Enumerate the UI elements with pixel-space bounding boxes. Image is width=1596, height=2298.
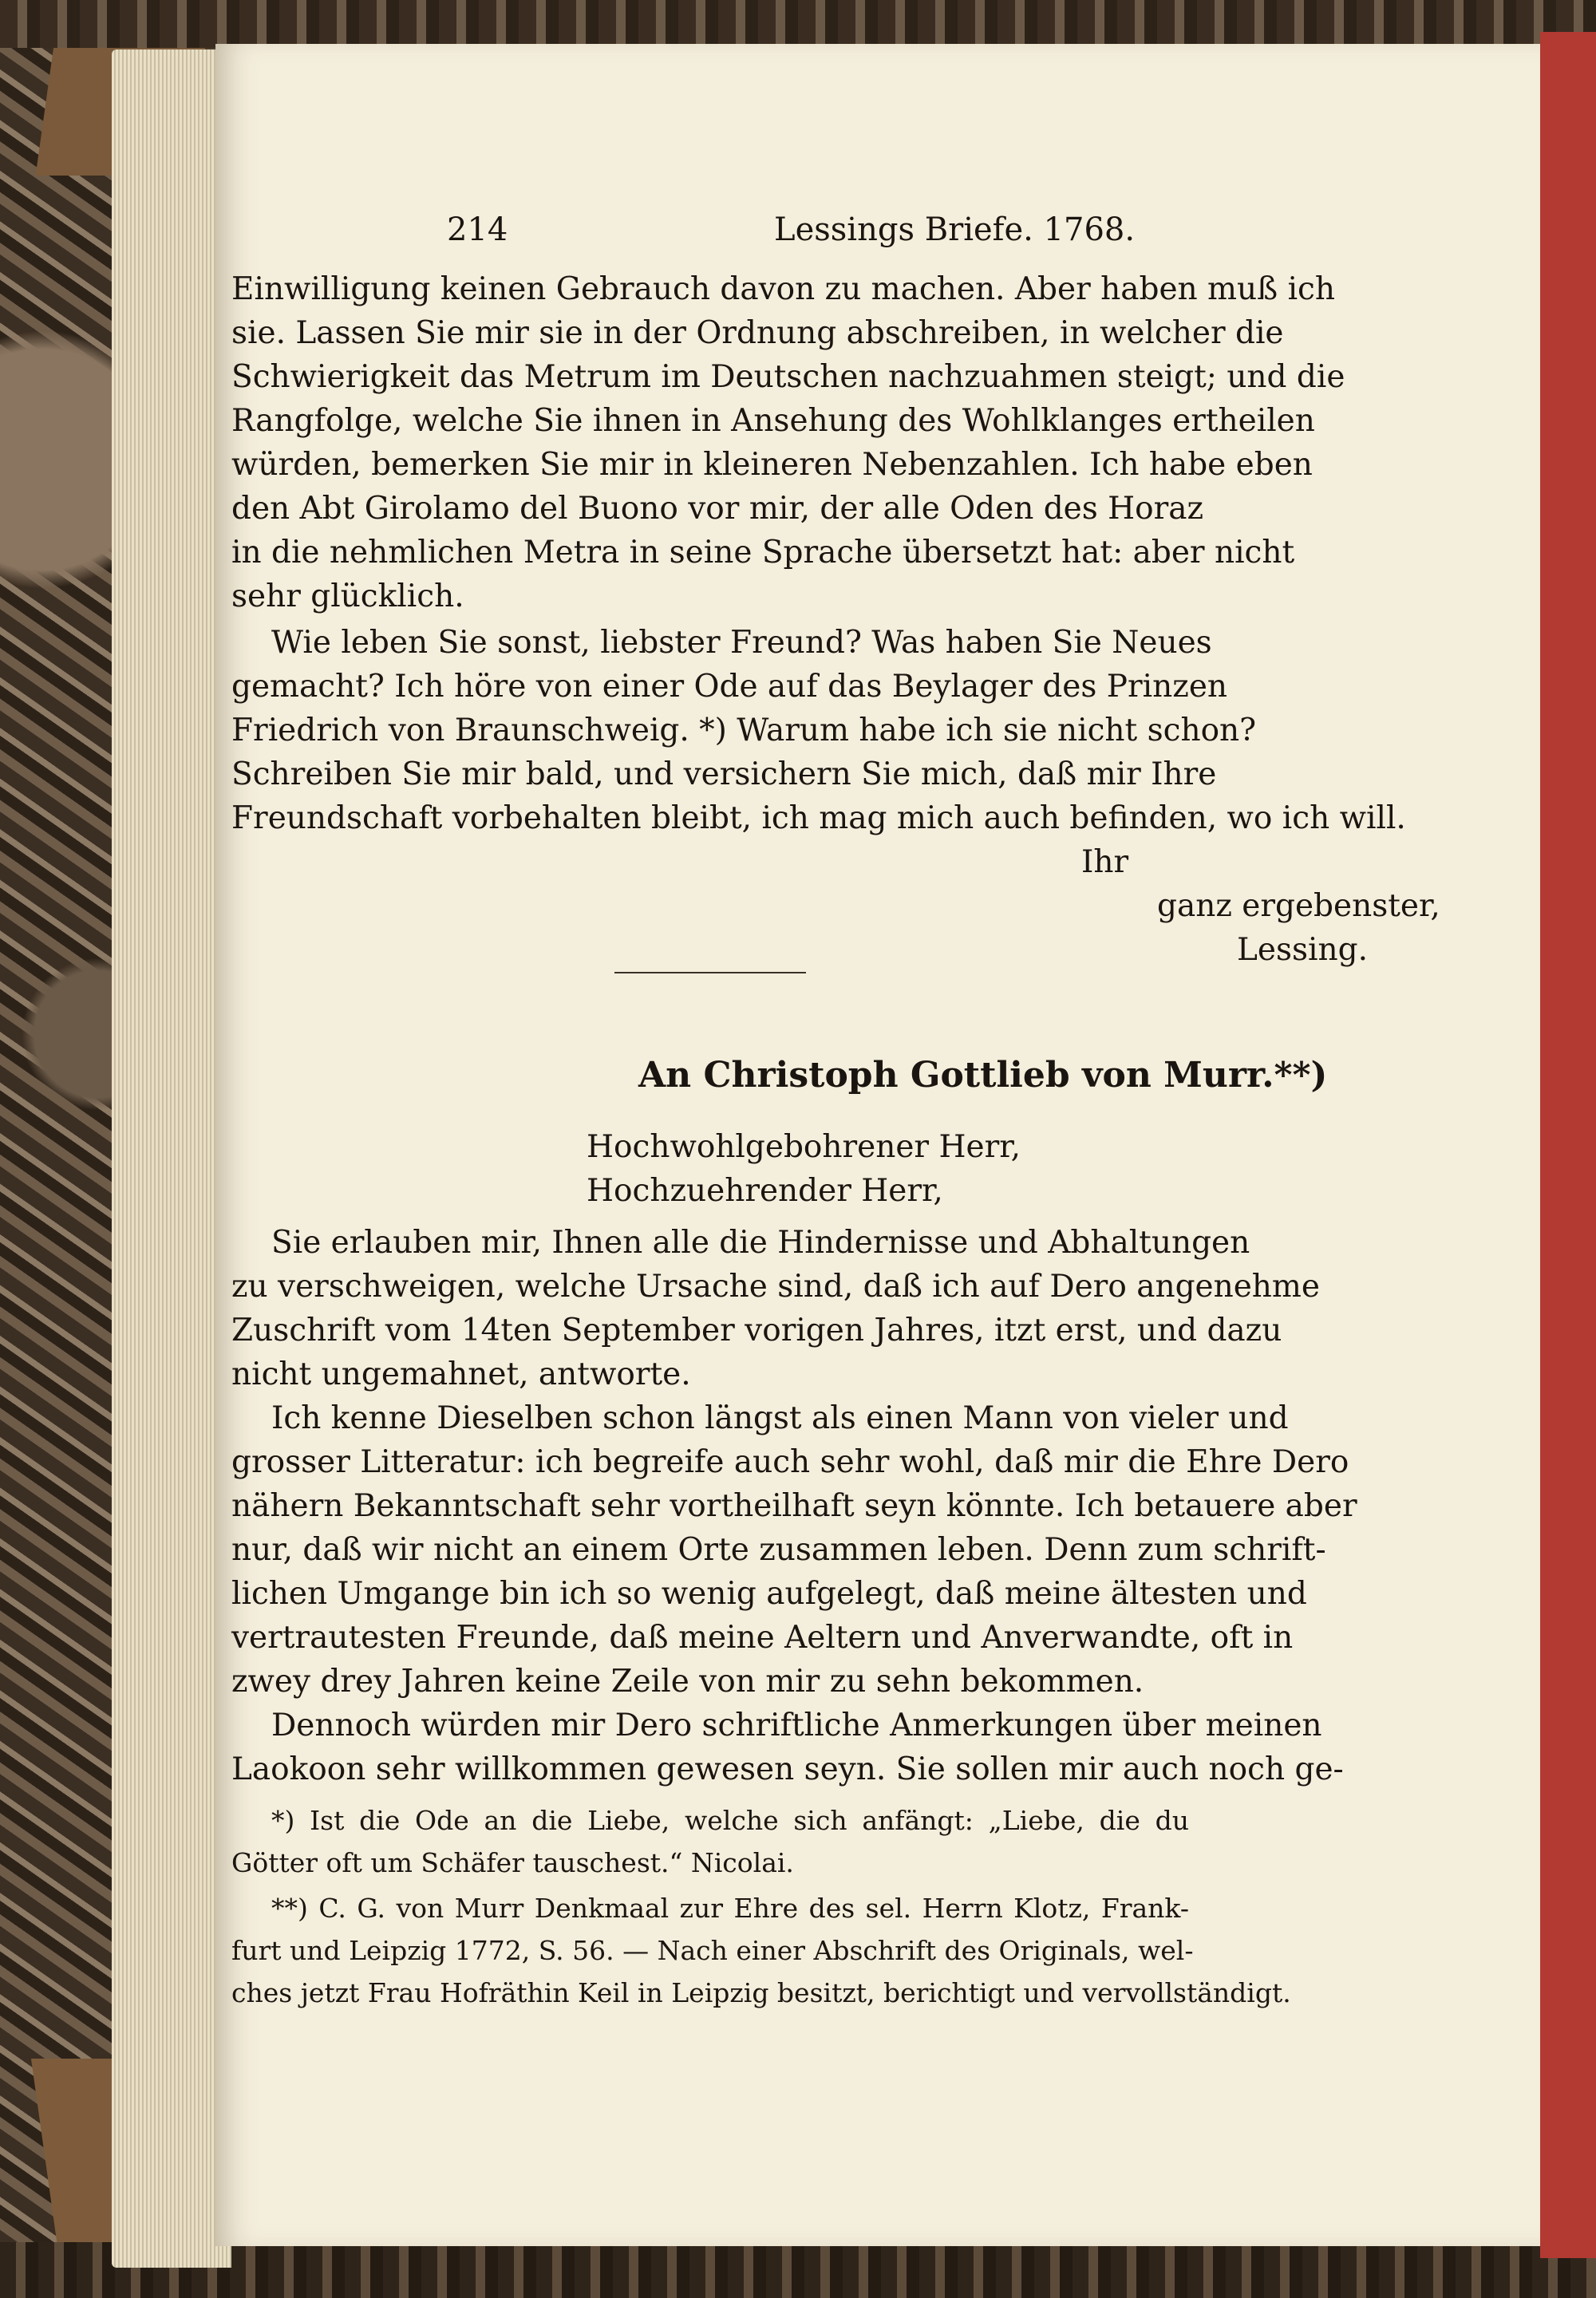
body-line: sehr glücklich. [231, 578, 464, 614]
body-line: lichen Umgange bin ich so wenig aufgelegt, daß meine ältesten und [231, 1576, 1307, 1612]
footnote-line: **) C. G. von Murr Denkmaal zur Ehre des sel. Herrn Klotz, Frank- [271, 1893, 1189, 1924]
body-line: gemacht? Ich höre von einer Ode auf das Beylager des Prinzen [231, 669, 1228, 705]
body-line: Wie leben Sie sonst, liebster Freund? Was haben Sie Neues [271, 625, 1212, 661]
body-line: Einwilligung keinen Gebrauch davon zu machen. Aber haben muß ich [231, 271, 1336, 307]
body-line: Rangfolge, welche Sie ihnen in Ansehung des Wohlklanges ertheilen [231, 403, 1315, 439]
body-line: vertrautesten Freunde, daß meine Aeltern und Anverwandte, oft in [231, 1620, 1294, 1656]
red-page-edge [1540, 32, 1596, 2258]
body-line: zu verschweigen, welche Ursache sind, daß ich auf Dero angenehme [231, 1269, 1320, 1305]
closing-ihr: Ihr [1081, 844, 1129, 880]
body-line: Freundschaft vorbehalten bleibt, ich mag mich auch befinden, wo ich will. [231, 800, 1406, 836]
page-number: 214 [447, 211, 508, 248]
body-line: Friedrich von Braunschweig. *) Warum habe ich sie nicht schon? [231, 713, 1257, 748]
body-line: würden, bemerken Sie mir in kleineren Nebenzahlen. Ich habe eben [231, 447, 1313, 483]
salutation-line-2: Hochzuehrender Herr, [587, 1173, 943, 1209]
body-line: sie. Lassen Sie mir sie in der Ordnung abschreiben, in welcher die [231, 315, 1284, 351]
section-divider [614, 972, 806, 973]
body-line: Zuschrift vom 14ten September vorigen Jahres, itzt erst, und dazu [231, 1313, 1282, 1348]
page-stack-edges [112, 49, 231, 2268]
footnote-line: furt und Leipzig 1772, S. 56. — Nach einer Abschrift des Originals, wel- [231, 1935, 1194, 1966]
body-line: in die nehmlichen Metra in seine Sprache übersetzt hat: aber nicht [231, 535, 1295, 571]
body-line: nur, daß wir nicht an einem Orte zusammen leben. Denn zum schrift- [231, 1532, 1326, 1568]
body-line: nicht ungemahnet, antworte. [231, 1356, 691, 1392]
body-line: den Abt Girolamo del Buono vor mir, der alle Oden des Horaz [231, 491, 1204, 527]
body-line: Ich kenne Dieselben schon längst als einen Mann von vieler und [271, 1400, 1289, 1436]
salutation-line-1: Hochwohlgebohrener Herr, [587, 1129, 1021, 1165]
body-line: Sie erlauben mir, Ihnen alle die Hindernisse und Abhaltungen [271, 1225, 1250, 1261]
letter-heading: An Christoph Gottlieb von Murr.**) [638, 1055, 1328, 1096]
footnote-line: *) Ist die Ode an die Liebe, welche sich anfängt: „Liebe, die du [271, 1805, 1189, 1836]
body-line: nähern Bekanntschaft sehr vortheilhaft seyn könnte. Ich betauere aber [231, 1488, 1357, 1524]
body-line: zwey drey Jahren keine Zeile von mir zu sehn bekommen. [231, 1664, 1144, 1700]
closing-ergebenster: ganz ergebenster, [1157, 888, 1440, 924]
footnote-line: ches jetzt Frau Hofräthin Keil in Leipzig besitzt, berichtigt und vervollständigt. [231, 1977, 1291, 2008]
body-line: Schreiben Sie mir bald, und versichern Sie mich, daß mir Ihre [231, 756, 1217, 792]
body-line: grosser Litteratur: ich begreife auch sehr wohl, daß mir die Ehre Dero [231, 1444, 1349, 1480]
signature: Lessing. [1237, 932, 1368, 968]
body-line: Schwierigkeit das Metrum im Deutschen nachzuahmen steigt; und die [231, 359, 1345, 395]
body-line: Laokoon sehr willkommen gewesen seyn. Sie sollen mir auch noch ge- [231, 1751, 1344, 1787]
cover-top-band [0, 0, 1596, 48]
running-title: Lessings Briefe. 1768. [774, 211, 1136, 248]
body-line: Dennoch würden mir Dero schriftliche Anmerkungen über meinen [271, 1708, 1322, 1743]
footnote-line: Götter oft um Schäfer tauschest.“ Nicolai. [231, 1847, 794, 1878]
cover-bottom-band [0, 2242, 1596, 2298]
